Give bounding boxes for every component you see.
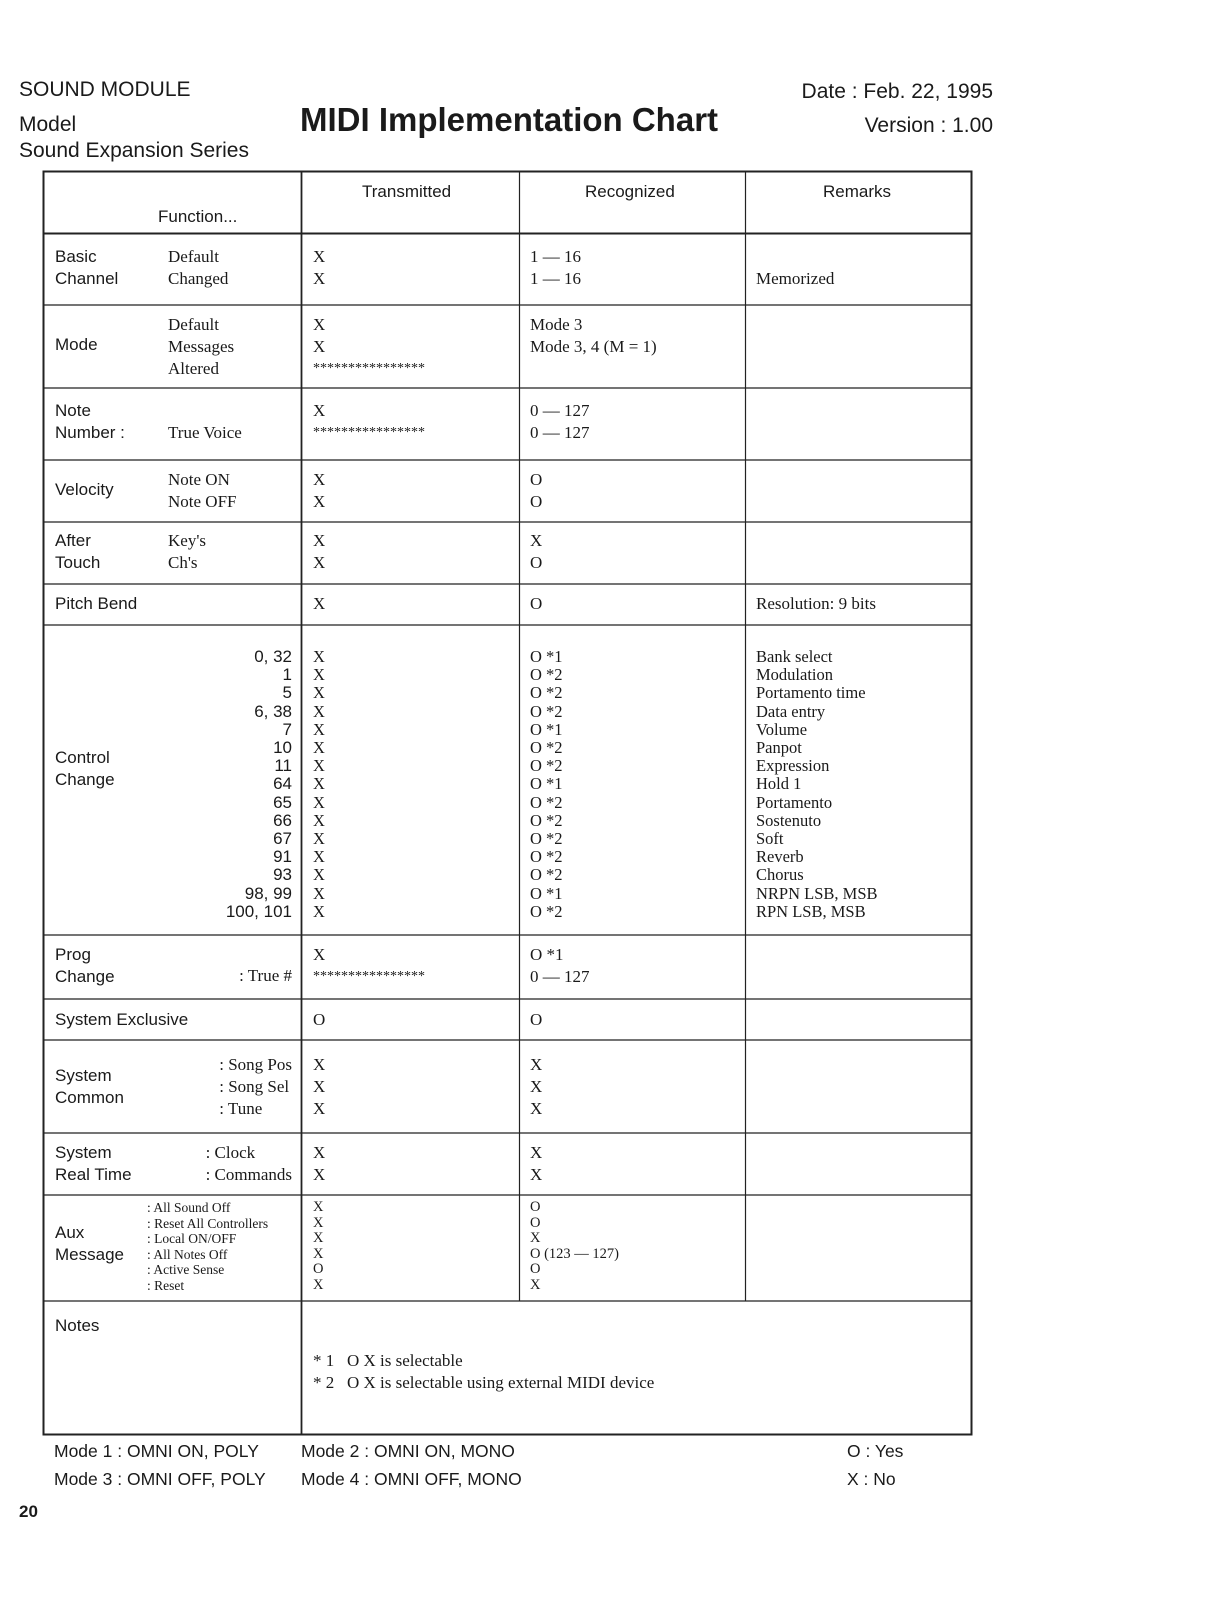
basic-channel-transmitted: X X bbox=[313, 247, 326, 288]
velocity-transmitted: X X bbox=[313, 470, 326, 511]
control-change-rx-2: O *2 bbox=[530, 683, 563, 703]
after-touch-transmitted: X X bbox=[313, 531, 326, 572]
control-change-rx-1: O *2 bbox=[530, 665, 563, 685]
control-change-remark-5: Panpot bbox=[756, 738, 802, 758]
control-change-remark-13: NRPN LSB, MSB bbox=[756, 883, 878, 903]
control-change-num-0: 0, 32 bbox=[254, 647, 292, 666]
col-header-recognized: Recognized bbox=[585, 182, 675, 201]
control-change-numbers bbox=[200, 648, 292, 921]
control-change-rx-12: O *2 bbox=[530, 865, 563, 885]
control-change-rx-11: O *2 bbox=[530, 847, 563, 867]
control-change-remark-1: Modulation bbox=[756, 665, 833, 685]
row-label-note-number: Note Number : bbox=[55, 401, 125, 442]
control-change-remark-12: Chorus bbox=[756, 865, 804, 885]
control-change-remark-10: Soft bbox=[756, 829, 784, 849]
control-change-num-12: 93 bbox=[273, 865, 292, 885]
velocity-recognized: O O bbox=[530, 470, 543, 511]
control-change-tx-9: X bbox=[313, 810, 325, 830]
pitch-bend-transmitted: X bbox=[313, 594, 326, 613]
control-change-num-4: 7 bbox=[282, 719, 292, 739]
row-label-mode: Mode bbox=[55, 335, 98, 354]
system-exclusive-transmitted: O bbox=[313, 1010, 326, 1029]
control-change-tx-10: X bbox=[313, 829, 325, 849]
version-label: Version : 1.00 bbox=[864, 114, 993, 137]
row-label-system-exclusive: System Exclusive bbox=[55, 1010, 189, 1029]
control-change-rx-6: O *2 bbox=[530, 756, 563, 776]
control-change-remarks bbox=[756, 648, 878, 921]
note-number-sub: True Voice bbox=[168, 423, 242, 442]
footer-legend-yes: O : Yes bbox=[847, 1441, 904, 1461]
system-realtime-transmitted: X X bbox=[313, 1143, 326, 1184]
control-change-tx-14: X bbox=[313, 901, 325, 921]
control-change-remark-8: Portamento bbox=[756, 792, 833, 812]
control-change-tx-5: X bbox=[313, 738, 325, 758]
system-exclusive-recognized: O bbox=[530, 1010, 543, 1029]
date-label: Date : Feb. 22, 1995 bbox=[801, 80, 993, 103]
control-change-num-8: 65 bbox=[273, 792, 292, 812]
col-header-transmitted: Transmitted bbox=[362, 182, 452, 201]
control-change-tx-11: X bbox=[313, 847, 325, 867]
control-change-num-6: 11 bbox=[274, 756, 292, 776]
mode-transmitted: X X **************** bbox=[313, 315, 425, 376]
control-change-rx-10: O *2 bbox=[530, 829, 563, 849]
control-change-rx-3: O *2 bbox=[530, 701, 563, 721]
pitch-bend-recognized: O bbox=[530, 594, 543, 613]
control-change-rx-4: O *1 bbox=[530, 719, 563, 739]
control-change-remark-11: Reverb bbox=[756, 847, 804, 867]
control-change-tx-1: X bbox=[313, 665, 325, 685]
control-change-tx-13: X bbox=[313, 883, 325, 903]
control-change-num-5: 10 bbox=[273, 738, 292, 758]
basic-channel-recognized: 1 — 16 1 — 16 bbox=[530, 247, 581, 288]
control-change-num-10: 67 bbox=[273, 829, 292, 849]
aux-message-sub: : All Sound Off : Reset All Controllers : Local ON/OFF : All Notes Off : Active Sense : Reset bbox=[147, 1200, 269, 1293]
row-label-aux-message: Aux Message bbox=[55, 1223, 124, 1264]
note-number-transmitted: X **************** bbox=[313, 401, 425, 440]
series-label: Sound Expansion Series bbox=[19, 139, 249, 162]
footer-mode2: Mode 2 : OMNI ON, MONO bbox=[301, 1441, 515, 1461]
model-label: Model bbox=[19, 113, 77, 136]
footer-mode4: Mode 4 : OMNI OFF, MONO bbox=[301, 1469, 522, 1489]
row-label-prog-change: Prog Change bbox=[55, 945, 115, 986]
col-header-function: Function... bbox=[158, 207, 238, 226]
control-change-rx-13: O *1 bbox=[530, 883, 563, 903]
row-label-system-common: System Common bbox=[55, 1066, 124, 1107]
after-touch-sub: Key's Ch's bbox=[168, 531, 207, 572]
row-label-system-realtime: System Real Time bbox=[55, 1143, 132, 1184]
control-change-num-2: 5 bbox=[282, 683, 292, 703]
control-change-recognized bbox=[530, 648, 563, 921]
control-change-num-9: 66 bbox=[273, 810, 292, 830]
control-change-rx-0: O *1 bbox=[530, 647, 563, 666]
page-title: MIDI Implementation Chart bbox=[300, 101, 719, 138]
control-change-rx-5: O *2 bbox=[530, 738, 563, 758]
control-change-tx-8: X bbox=[313, 792, 325, 812]
control-change-tx-7: X bbox=[313, 774, 325, 794]
control-change-num-3: 6, 38 bbox=[254, 701, 292, 721]
control-change-remark-3: Data entry bbox=[756, 701, 826, 721]
velocity-sub: Note ON Note OFF bbox=[168, 470, 237, 511]
control-change-tx-0: X bbox=[313, 647, 325, 666]
row-label-basic-channel: Basic Channel bbox=[55, 247, 119, 288]
row-label-control-change: Control Change bbox=[55, 748, 115, 789]
category-label: SOUND MODULE bbox=[19, 78, 191, 101]
aux-message-transmitted: X X X X O X bbox=[313, 1199, 324, 1293]
control-change-num-7: 64 bbox=[273, 774, 292, 794]
control-change-remark-2: Portamento time bbox=[756, 683, 866, 703]
basic-channel-remarks: Memorized bbox=[756, 269, 835, 288]
control-change-remark-4: Volume bbox=[756, 719, 808, 739]
control-change-tx-3: X bbox=[313, 701, 325, 721]
footer-mode1: Mode 1 : OMNI ON, POLY bbox=[54, 1441, 259, 1461]
control-change-remark-7: Hold 1 bbox=[756, 774, 802, 794]
system-realtime-sub: : Clock : Commands bbox=[205, 1143, 292, 1184]
control-change-rx-7: O *1 bbox=[530, 774, 563, 794]
control-change-rx-8: O *2 bbox=[530, 792, 563, 812]
footer-legend-no: X : No bbox=[847, 1469, 896, 1489]
col-header-remarks: Remarks bbox=[823, 182, 892, 201]
control-change-tx-6: X bbox=[313, 756, 325, 776]
footer-mode3: Mode 3 : OMNI OFF, POLY bbox=[54, 1469, 266, 1489]
system-common-sub: : Song Pos : Song Sel : Tune bbox=[219, 1055, 292, 1118]
row-label-after-touch: After Touch bbox=[55, 531, 101, 572]
system-common-recognized: X X X bbox=[530, 1055, 543, 1118]
prog-change-sub: : True # bbox=[239, 966, 292, 985]
control-change-tx-12: X bbox=[313, 865, 325, 885]
control-change-remark-14: RPN LSB, MSB bbox=[756, 901, 866, 921]
prog-change-recognized: O *1 0 — 127 bbox=[530, 945, 590, 986]
mode-recognized: Mode 3 Mode 3, 4 (M = 1) bbox=[530, 315, 657, 356]
control-change-remark-6: Expression bbox=[756, 756, 830, 776]
control-change-rx-14: O *2 bbox=[530, 901, 563, 921]
control-change-tx-4: X bbox=[313, 719, 325, 739]
row-label-velocity: Velocity bbox=[55, 480, 114, 499]
note-number-recognized: 0 — 127 0 — 127 bbox=[530, 401, 590, 442]
prog-change-transmitted: X **************** bbox=[313, 945, 425, 984]
control-change-num-1: 1 bbox=[282, 665, 292, 685]
aux-message-recognized: O O X O (123 — 127) O X bbox=[530, 1199, 620, 1293]
notes-text: * 1 O X is selectable * 2 O X is selectable using external MIDI device bbox=[313, 1351, 655, 1392]
system-realtime-recognized: X X bbox=[530, 1143, 543, 1184]
after-touch-recognized: X O bbox=[530, 531, 543, 572]
row-label-pitch-bend: Pitch Bend bbox=[55, 594, 138, 613]
control-change-rx-9: O *2 bbox=[530, 810, 563, 830]
page-number: 20 bbox=[19, 1502, 38, 1521]
control-change-num-11: 91 bbox=[273, 847, 292, 867]
system-common-transmitted: X X X bbox=[313, 1055, 326, 1118]
mode-sub: Default Messages Altered bbox=[168, 315, 235, 378]
row-label-notes: Notes bbox=[55, 1316, 100, 1335]
control-change-remark-0: Bank select bbox=[756, 647, 833, 666]
basic-channel-sub: Default Changed bbox=[168, 247, 229, 288]
pitch-bend-remarks: Resolution: 9 bits bbox=[756, 594, 876, 613]
control-change-num-14: 100, 101 bbox=[225, 901, 292, 921]
control-change-num-13: 98, 99 bbox=[244, 883, 292, 903]
control-change-tx-2: X bbox=[313, 683, 325, 703]
control-change-remark-9: Sostenuto bbox=[756, 810, 822, 830]
control-change-transmitted bbox=[313, 648, 325, 921]
